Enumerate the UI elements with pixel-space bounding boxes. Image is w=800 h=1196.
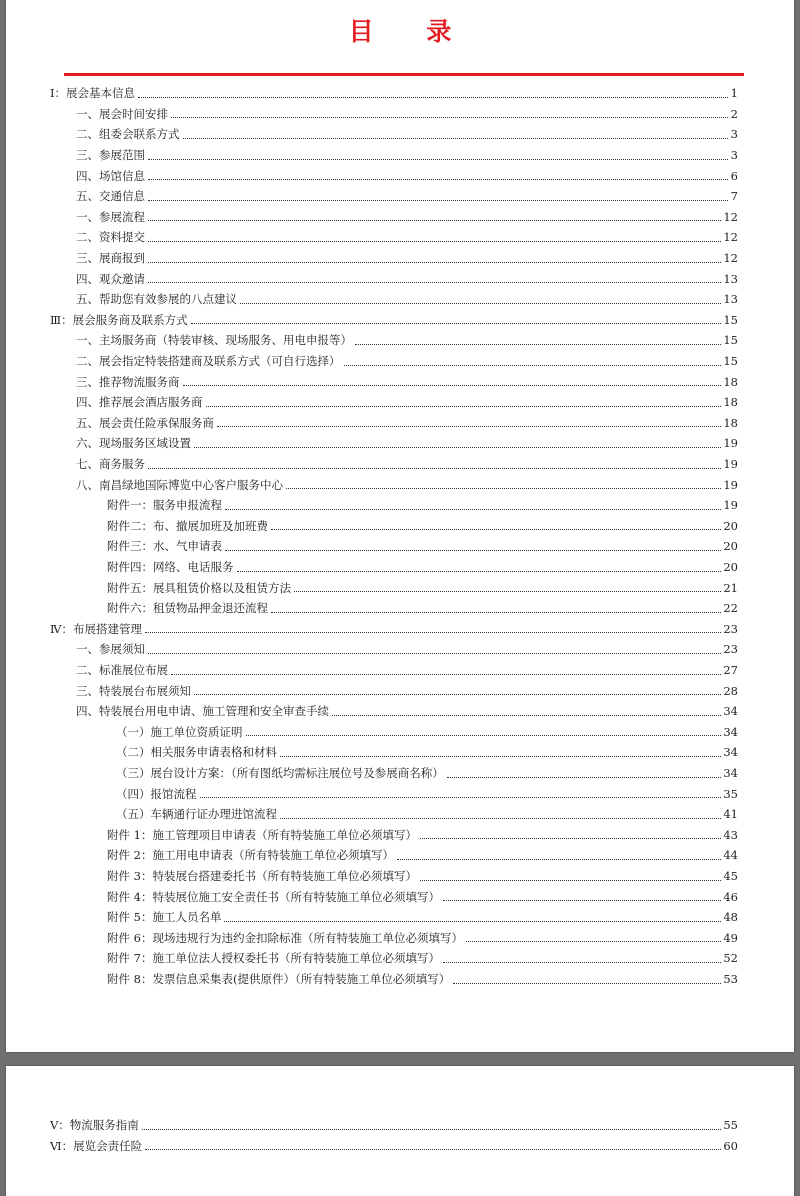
dot-leader xyxy=(271,529,721,530)
toc-entry-page-number: 45 xyxy=(723,869,738,884)
dot-leader xyxy=(240,303,721,304)
toc-entry[interactable] xyxy=(107,577,738,598)
toc-entry[interactable] xyxy=(76,227,738,248)
dot-leader xyxy=(355,344,721,345)
toc-entry[interactable] xyxy=(50,83,738,104)
toc-entry-label: 一、参展须知 xyxy=(76,642,145,657)
toc-entry-label: 附件五：展具租赁价格以及租赁方法 xyxy=(107,580,291,595)
toc-entry-page-number: 20 xyxy=(723,539,738,554)
toc-entry-label: 三、特装展台布展须知 xyxy=(76,683,191,698)
toc-entry-page-number: 43 xyxy=(723,827,738,842)
toc-entry[interactable] xyxy=(76,248,738,269)
toc-entry-label: 附件 2：施工用电申请表（所有特装施工单位必须填写） xyxy=(107,848,394,863)
document-page-1 xyxy=(6,0,794,1052)
toc-entry-page-number: 23 xyxy=(723,642,738,657)
toc-entry-page-number: 44 xyxy=(723,848,738,863)
toc-entry[interactable] xyxy=(76,680,738,701)
dot-leader xyxy=(148,159,728,160)
toc-entry-label: Ⅳ：布展搭建管理 xyxy=(50,621,142,636)
dot-leader xyxy=(466,941,721,942)
toc-entry-label: 一、展会时间安排 xyxy=(76,106,168,121)
toc-entry-label: 二、标准展位布展 xyxy=(76,663,168,678)
toc-entry-label: 一、参展流程 xyxy=(76,209,145,224)
dot-leader xyxy=(206,406,722,407)
dot-leader xyxy=(286,488,721,489)
toc-entry-page-number: 19 xyxy=(723,436,738,451)
toc-entry-page-number: 15 xyxy=(723,354,738,369)
dot-leader xyxy=(443,962,721,963)
toc-entry-page-number: 46 xyxy=(723,889,738,904)
dot-leader xyxy=(344,365,722,366)
toc-entry-label: 四、推荐展会酒店服务商 xyxy=(76,395,203,410)
toc-entry[interactable] xyxy=(76,145,738,166)
toc-entry-page-number: 2 xyxy=(730,106,738,121)
toc-entry-label: 附件三：水、气申请表 xyxy=(107,539,222,554)
toc-entry-label: 五、交通信息 xyxy=(76,189,145,204)
dot-leader xyxy=(225,509,721,510)
dot-leader xyxy=(148,653,721,654)
toc-entry[interactable] xyxy=(107,948,738,969)
toc-entry[interactable] xyxy=(116,783,738,804)
toc-entry-page-number: 49 xyxy=(723,930,738,945)
toc-entry-page-number: 52 xyxy=(723,951,738,966)
toc-entry-page-number: 7 xyxy=(730,189,738,204)
toc-entry-label: 附件二：布、撤展加班及加班费 xyxy=(107,518,268,533)
toc-entry-label: （一）施工单位资质证明 xyxy=(116,724,243,739)
toc-entry-label: 附件四：网络、电话服务 xyxy=(107,560,234,575)
toc-entry-page-number: 13 xyxy=(723,292,738,307)
toc-entry-page-number: 23 xyxy=(723,621,738,636)
toc-entry-page-number: 22 xyxy=(723,601,738,616)
dot-leader xyxy=(453,983,721,984)
toc-entry[interactable] xyxy=(107,886,738,907)
toc-entry[interactable] xyxy=(107,907,738,928)
dot-leader xyxy=(420,880,721,881)
dot-leader xyxy=(443,900,721,901)
dot-leader xyxy=(148,220,721,221)
toc-entry-page-number: 19 xyxy=(723,498,738,513)
toc-entry-label: 四、特装展台用电申请、施工管理和安全审查手续 xyxy=(76,704,329,719)
toc-entry[interactable] xyxy=(76,330,738,351)
dot-leader xyxy=(191,323,722,324)
toc-entry[interactable] xyxy=(76,474,738,495)
toc-entry-label: 四、场馆信息 xyxy=(76,168,145,183)
toc-entry[interactable] xyxy=(107,969,738,990)
dot-leader xyxy=(145,632,721,633)
toc-entry[interactable] xyxy=(76,124,738,145)
toc-entry-label: Ⅴ：物流服务指南 xyxy=(50,1118,139,1133)
dot-leader xyxy=(447,777,722,778)
toc-entry-page-number: 28 xyxy=(723,683,738,698)
dot-leader xyxy=(148,179,728,180)
toc-entry-page-number: 34 xyxy=(723,766,738,781)
toc-entry[interactable] xyxy=(50,1136,738,1157)
toc-entry-label: 四、观众邀请 xyxy=(76,271,145,286)
toc-entry-page-number: 34 xyxy=(723,745,738,760)
toc-entry[interactable] xyxy=(76,289,738,310)
toc-entry-label: 三、展商报到 xyxy=(76,251,145,266)
dot-leader xyxy=(171,674,721,675)
toc-entry[interactable] xyxy=(76,413,738,434)
document-page-2 xyxy=(6,1066,794,1196)
toc-entry[interactable] xyxy=(76,392,738,413)
dot-leader xyxy=(148,468,721,469)
toc-entry-label: 一、主场服务商（特装审核、现场服务、用电申报等） xyxy=(76,333,352,348)
toc-entry-page-number: 35 xyxy=(723,786,738,801)
toc-entry-label: 八、南昌绿地国际博览中心客户服务中心 xyxy=(76,477,283,492)
dot-leader xyxy=(148,262,721,263)
toc-entry-page-number: 15 xyxy=(723,312,738,327)
dot-leader xyxy=(142,1129,722,1130)
toc-entry-label: 附件 3：特装展台搭建委托书（所有特装施工单位必须填写） xyxy=(107,869,417,884)
toc-entry-page-number: 13 xyxy=(723,271,738,286)
toc-entry-label: 附件 1：施工管理项目申请表（所有特装施工单位必须填写） xyxy=(107,827,417,842)
toc-entry-label: （二）相关服务申请表格和材料 xyxy=(116,745,277,760)
toc-entry[interactable] xyxy=(76,371,738,392)
toc-entry-label: 二、展会指定特装搭建商及联系方式（可自行选择） xyxy=(76,354,341,369)
dot-leader xyxy=(148,241,721,242)
toc-entry[interactable] xyxy=(76,104,738,125)
dot-leader xyxy=(280,818,721,819)
toc-entry-page-number: 18 xyxy=(723,374,738,389)
toc-entry[interactable] xyxy=(116,804,738,825)
toc-entry-page-number: 60 xyxy=(723,1138,738,1153)
toc-entry-page-number: 12 xyxy=(723,209,738,224)
dot-leader xyxy=(194,447,721,448)
dot-leader xyxy=(145,1149,721,1150)
dot-leader xyxy=(224,921,721,922)
toc-entry-label: 附件 4：特装展位施工安全责任书（所有特装施工单位必须填写） xyxy=(107,889,440,904)
dot-leader xyxy=(183,138,729,139)
toc-entry[interactable] xyxy=(107,598,738,619)
toc-entry-page-number: 18 xyxy=(723,395,738,410)
toc-entry[interactable] xyxy=(107,866,738,887)
toc-entry[interactable] xyxy=(76,660,738,681)
toc-entry[interactable] xyxy=(107,845,738,866)
toc-entry-label: 五、帮助您有效参展的八点建议 xyxy=(76,292,237,307)
toc-entry[interactable] xyxy=(107,928,738,949)
dot-leader xyxy=(200,797,722,798)
dot-leader xyxy=(225,550,721,551)
toc-entry-label: 附件 6：现场违规行为违约金扣除标准（所有特装施工单位必须填写） xyxy=(107,930,463,945)
dot-leader xyxy=(138,97,728,98)
toc-entry-page-number: 53 xyxy=(723,972,738,987)
toc-entry[interactable] xyxy=(116,742,738,763)
toc-entry[interactable] xyxy=(76,454,738,475)
toc-entry[interactable] xyxy=(76,268,738,289)
dot-leader xyxy=(171,117,728,118)
toc-entry-page-number: 55 xyxy=(723,1118,738,1133)
toc-entry-page-number: 19 xyxy=(723,457,738,472)
toc-entry-label: 六、现场服务区域设置 xyxy=(76,436,191,451)
toc-entry-label: 二、组委会联系方式 xyxy=(76,127,180,142)
toc-entry[interactable] xyxy=(50,1115,738,1136)
toc-entry[interactable] xyxy=(107,536,738,557)
toc-entry-label: 附件一：服务申报流程 xyxy=(107,498,222,513)
dot-leader xyxy=(294,591,721,592)
toc-entry[interactable] xyxy=(76,639,738,660)
toc-entry-page-number: 12 xyxy=(723,230,738,245)
toc-title: 目 录 xyxy=(348,17,474,46)
toc-entry-page-number: 19 xyxy=(723,477,738,492)
toc-entry-page-number: 34 xyxy=(723,704,738,719)
title-divider xyxy=(64,73,744,76)
toc-entry-page-number: 41 xyxy=(723,807,738,822)
toc-entry-label: Ⅵ：展览会责任险 xyxy=(50,1138,143,1153)
dot-leader xyxy=(246,735,722,736)
dot-leader xyxy=(280,756,721,757)
dot-leader xyxy=(148,282,721,283)
toc-entry-label: 附件 7：施工单位法人授权委托书（所有特装施工单位必须填写） xyxy=(107,951,440,966)
dot-leader xyxy=(183,385,722,386)
toc-entry-page-number: 27 xyxy=(723,663,738,678)
toc-entry[interactable] xyxy=(116,722,738,743)
toc-entry-page-number: 3 xyxy=(730,127,738,142)
toc-entry[interactable] xyxy=(76,186,738,207)
toc-entry-label: 三、参展范围 xyxy=(76,148,145,163)
toc-entry-label: （四）报馆流程 xyxy=(116,786,197,801)
toc-entry-page-number: 20 xyxy=(723,560,738,575)
toc-entry-label: （五）车辆通行证办理进馆流程 xyxy=(116,807,277,822)
toc-entry-label: 附件 8：发票信息采集表(提供原件）（所有特装施工单位必须填写） xyxy=(107,972,451,987)
toc-entry[interactable] xyxy=(107,557,738,578)
toc-entry[interactable] xyxy=(50,619,738,640)
dot-leader xyxy=(194,694,721,695)
dot-leader xyxy=(148,200,728,201)
toc-entry-label: （三）展台设计方案：（所有图纸均需标注展位号及参展商名称） xyxy=(116,766,444,781)
toc-entry[interactable] xyxy=(76,351,738,372)
toc-entry-label: 七、商务服务 xyxy=(76,457,145,472)
toc-entry-label: 附件六：租赁物品押金退还流程 xyxy=(107,601,268,616)
toc-entry[interactable] xyxy=(107,516,738,537)
toc-entry-page-number: 3 xyxy=(730,148,738,163)
toc-entry-label: 二、资料提交 xyxy=(76,230,145,245)
toc-entry-page-number: 15 xyxy=(723,333,738,348)
toc-entry[interactable] xyxy=(76,701,738,722)
toc-entry[interactable] xyxy=(116,763,738,784)
toc-entry-page-number: 48 xyxy=(723,910,738,925)
toc-entry-label: Ⅰ：展会基本信息 xyxy=(50,86,136,101)
toc-entry-label: Ⅲ：展会服务商及联系方式 xyxy=(50,312,188,327)
toc-entry[interactable] xyxy=(76,207,738,228)
toc-entry[interactable] xyxy=(76,165,738,186)
dot-leader xyxy=(271,612,721,613)
toc-entry-page-number: 34 xyxy=(723,724,738,739)
toc-entry[interactable] xyxy=(76,433,738,454)
dot-leader xyxy=(237,571,722,572)
toc-entry-page-number: 18 xyxy=(723,415,738,430)
toc-entry-page-number: 1 xyxy=(730,86,738,101)
toc-entry-page-number: 12 xyxy=(723,251,738,266)
toc-entry-page-number: 21 xyxy=(723,580,738,595)
toc-entry-label: 附件 5：施工人员名单 xyxy=(107,910,222,925)
toc-entry[interactable] xyxy=(107,825,738,846)
toc-entry-page-number: 6 xyxy=(730,168,738,183)
toc-entry[interactable] xyxy=(107,495,738,516)
toc-entry-label: 五、展会责任险承保服务商 xyxy=(76,415,214,430)
dot-leader xyxy=(420,838,721,839)
toc-entry-page-number: 20 xyxy=(723,518,738,533)
toc-entry[interactable] xyxy=(50,310,738,331)
toc-entry-label: 三、推荐物流服务商 xyxy=(76,374,180,389)
dot-leader xyxy=(332,715,721,716)
dot-leader xyxy=(217,426,721,427)
dot-leader xyxy=(397,859,721,860)
